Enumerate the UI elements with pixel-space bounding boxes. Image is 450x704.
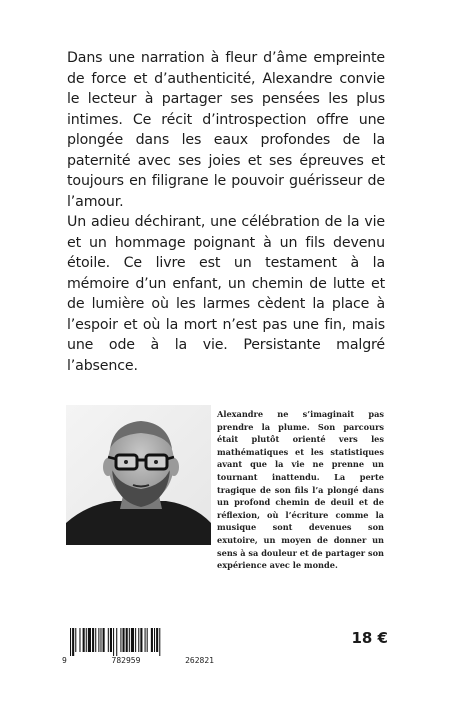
barcode-bar <box>131 628 134 652</box>
author-bio: Alexandre ne s’imaginait pas prendre la plume. Son parcours était plutôt orienté vers les mathématiques et les statistiques avant que la vie ne prenne un tournant inattendu. La perte tragique de son fils l’a plongé dans un profond chemin de deuil et de réflexion, où l’écriture comme la musique sont devenues son exutoire, un moyen de donner un sens à sa douleur et de partager son expérience avec le monde. <box>217 409 384 571</box>
barcode-bar <box>88 628 91 652</box>
barcode-bar <box>129 628 130 652</box>
barcode-bar <box>120 628 121 652</box>
back-cover-blurb <box>67 48 385 376</box>
blurb-paragraph-1: Dans une narration à fleur d’âme empreinte de force et d’authenticité, Alexandre convie le lecteur à partager ses pensées les plus intimes. Ce récit d’introspection offre une plongée dans les eaux profondes de la paternité avec ses joies et ses épreuves et toujours en filigrane le pouvoir guérisseur de l’amour. <box>67 50 385 210</box>
barcode-bar <box>98 628 99 652</box>
barcode-bar <box>156 628 158 652</box>
barcode-bar <box>123 628 125 652</box>
barcode-bar <box>86 628 87 652</box>
barcode-bar <box>151 628 153 652</box>
barcode-bar <box>116 628 117 656</box>
barcode-bar <box>72 628 74 656</box>
barcode-bar <box>135 628 136 652</box>
author-photo <box>66 405 211 545</box>
barcode-bar <box>79 628 80 652</box>
isbn-barcode <box>62 628 214 672</box>
barcode-bar <box>110 628 112 652</box>
barcode-bar <box>138 628 139 652</box>
barcode-bar <box>154 628 155 652</box>
barcode-bar <box>92 628 94 652</box>
barcode-bar <box>147 628 148 652</box>
barcode-bar <box>159 628 160 656</box>
isbn-number <box>62 656 214 665</box>
price-label: 18 € <box>351 629 388 647</box>
barcode-bar <box>100 628 101 652</box>
barcode-icon <box>62 628 214 656</box>
author-portrait-image <box>66 405 211 545</box>
blurb-paragraph-2: Un adieu déchirant, une célébration de la vie et un hommage poignant à un fils devenu étoile. Ce livre est un testament à la mémoire d’un enfant, un chemin de lutte et de lumière où les larmes cèdent la place à l’espoir et où la mort n’est pas une fin, mais une ode à la vie. Persistante malgré l’absence. <box>67 214 385 374</box>
barcode-bar <box>113 628 114 656</box>
barcode-bar <box>95 628 96 652</box>
barcode-bar <box>126 628 128 652</box>
barcode-bar <box>140 628 142 652</box>
barcode-bar <box>70 628 71 656</box>
isbn-digit-group-1: 9 <box>62 656 67 665</box>
barcode-bar <box>108 628 109 652</box>
barcode-bar <box>75 628 76 652</box>
barcode-bar <box>103 628 105 652</box>
barcode-bar <box>145 628 146 652</box>
barcode-bar <box>83 628 85 652</box>
isbn-digit-group-3: 262821 <box>185 656 214 665</box>
isbn-digit-group-2: 782959 <box>111 656 141 665</box>
